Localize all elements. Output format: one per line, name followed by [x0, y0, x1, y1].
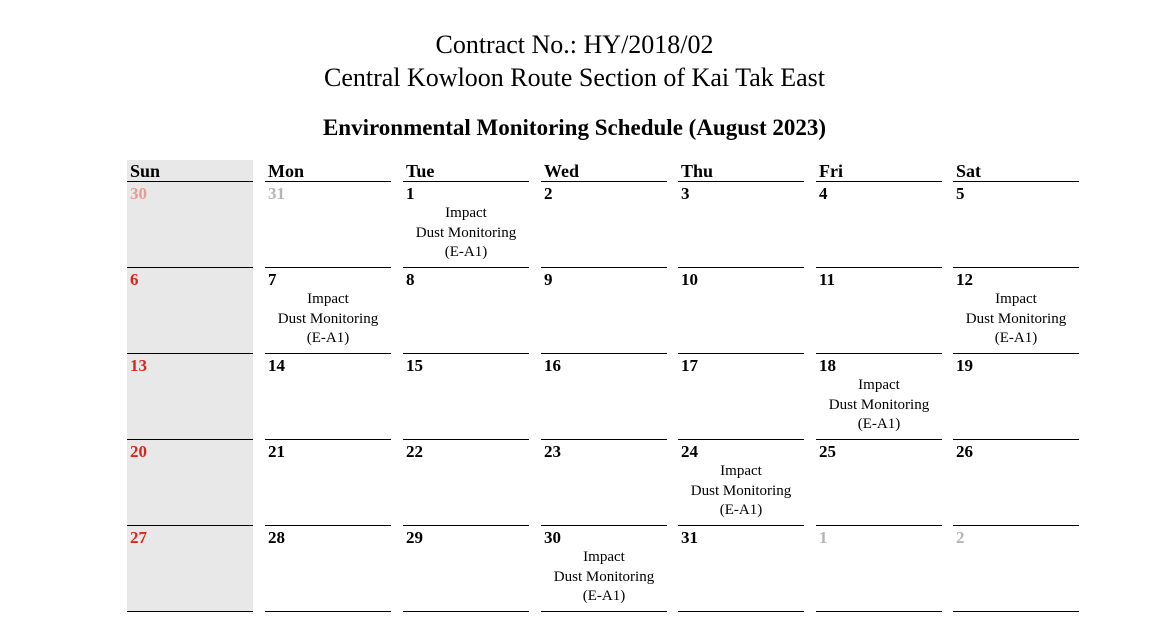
day-number: 1: [406, 184, 415, 203]
event-line1: Impact: [858, 377, 900, 393]
calendar-day-cell: [127, 182, 253, 268]
event-line3: (E-A1): [994, 330, 1038, 346]
dow-thu: Thu: [678, 160, 804, 182]
day-number: 8: [406, 270, 415, 289]
calendar-day-cell: [265, 526, 391, 612]
calendar-week-row: [127, 268, 1079, 354]
calendar-day-cell: [953, 440, 1079, 526]
day-number: 30: [544, 528, 561, 547]
event-line1: Impact: [995, 291, 1037, 307]
event-line1: Impact: [445, 205, 487, 221]
event-line2: Dust Monitoring: [277, 310, 379, 327]
monitoring-event: [816, 376, 942, 435]
day-number: 2: [956, 528, 965, 547]
event-line3: (E-A1): [857, 416, 901, 432]
dow-mon: Mon: [265, 160, 391, 182]
dow-sat: Sat: [953, 160, 1079, 182]
calendar-day-cell: [953, 182, 1079, 268]
dow-fri: Fri: [816, 160, 942, 182]
calendar-day-cell: [953, 526, 1079, 612]
calendar-day-cell: [541, 526, 667, 612]
calendar-day-cell: [816, 526, 942, 612]
day-number: 11: [819, 270, 836, 289]
day-number: 31: [268, 184, 285, 203]
calendar-day-cell: [127, 354, 253, 440]
calendar-day-cell: [541, 440, 667, 526]
event-line1: Impact: [307, 291, 349, 307]
day-number: 14: [268, 356, 285, 375]
calendar-day-cell: [678, 354, 804, 440]
monitoring-event: [265, 290, 391, 349]
calendar-day-cell: [127, 526, 253, 612]
day-number: 4: [819, 184, 828, 203]
event-line2: Dust Monitoring: [415, 224, 517, 241]
event-line1: Impact: [583, 549, 625, 565]
day-number: 31: [681, 528, 698, 547]
monitoring-event: [678, 462, 804, 521]
calendar-day-cell: [265, 182, 391, 268]
calendar-day-cell: [403, 526, 529, 612]
calendar-week-row: [127, 354, 1079, 440]
event-line1: Impact: [720, 463, 762, 479]
calendar-day-cell: [403, 268, 529, 354]
event-line3: (E-A1): [719, 502, 763, 518]
calendar-week-row: [127, 526, 1079, 612]
schedule-title: Environmental Monitoring Schedule (August 2023): [322, 115, 827, 140]
calendar-day-cell: [265, 268, 391, 354]
monitoring-event: [953, 290, 1079, 349]
event-line3: (E-A1): [306, 330, 350, 346]
day-number: 27: [130, 528, 147, 547]
day-number: 26: [956, 442, 973, 461]
event-line3: (E-A1): [582, 588, 626, 604]
calendar-day-cell: [816, 354, 942, 440]
calendar-day-cell: [403, 354, 529, 440]
day-number: 30: [130, 184, 147, 203]
day-of-week-header: [127, 160, 1079, 183]
calendar-day-cell: [265, 440, 391, 526]
day-number: 13: [130, 356, 147, 375]
day-number: 29: [406, 528, 423, 547]
day-number: 3: [681, 184, 690, 203]
day-number: 10: [681, 270, 698, 289]
day-number: 1: [819, 528, 828, 547]
monitoring-event: [403, 204, 529, 263]
calendar-day-cell: [541, 182, 667, 268]
day-number: 18: [819, 356, 836, 375]
day-number: 16: [544, 356, 561, 375]
calendar-day-cell: [953, 268, 1079, 354]
calendar-day-cell: [127, 268, 253, 354]
calendar-day-cell: [678, 526, 804, 612]
event-line2: Dust Monitoring: [828, 396, 930, 413]
calendar-day-cell: [541, 354, 667, 440]
day-number: 19: [956, 356, 973, 375]
day-number: 5: [956, 184, 965, 203]
day-number: 12: [956, 270, 973, 289]
event-line2: Dust Monitoring: [690, 482, 792, 499]
event-line3: (E-A1): [444, 244, 488, 260]
day-number: 24: [681, 442, 698, 461]
day-number: 20: [130, 442, 147, 461]
day-number: 17: [681, 356, 698, 375]
calendar-day-cell: [816, 440, 942, 526]
calendar-week-row: [127, 440, 1079, 526]
calendar-day-cell: [678, 440, 804, 526]
calendar-day-cell: [403, 182, 529, 268]
day-number: 21: [268, 442, 285, 461]
calendar-week-row: [127, 182, 1079, 268]
calendar-day-cell: [816, 268, 942, 354]
monitoring-event: [541, 548, 667, 607]
day-number: 28: [268, 528, 285, 547]
event-line2: Dust Monitoring: [965, 310, 1067, 327]
day-number: 22: [406, 442, 423, 461]
calendar-day-cell: [265, 354, 391, 440]
dow-sun: Sun: [127, 160, 253, 182]
day-number: 25: [819, 442, 836, 461]
day-number: 7: [268, 270, 277, 289]
calendar-day-cell: [541, 268, 667, 354]
day-number: 9: [544, 270, 553, 289]
dow-tue: Tue: [403, 160, 529, 182]
calendar-day-cell: [403, 440, 529, 526]
day-number: 6: [130, 270, 139, 289]
calendar-day-cell: [953, 354, 1079, 440]
calendar-day-cell: [678, 268, 804, 354]
event-line2: Dust Monitoring: [553, 568, 655, 585]
day-number: 23: [544, 442, 561, 461]
day-number: 2: [544, 184, 553, 203]
day-number: 15: [406, 356, 423, 375]
calendar-day-cell: [127, 440, 253, 526]
document-header: [0, 28, 1149, 94]
contract-number: Contract No.: HY/2018/02: [435, 30, 714, 59]
project-name: Central Kowloon Route Section of Kai Tak East: [324, 63, 825, 92]
dow-wed: Wed: [541, 160, 667, 182]
calendar-day-cell: [678, 182, 804, 268]
calendar-day-cell: [816, 182, 942, 268]
